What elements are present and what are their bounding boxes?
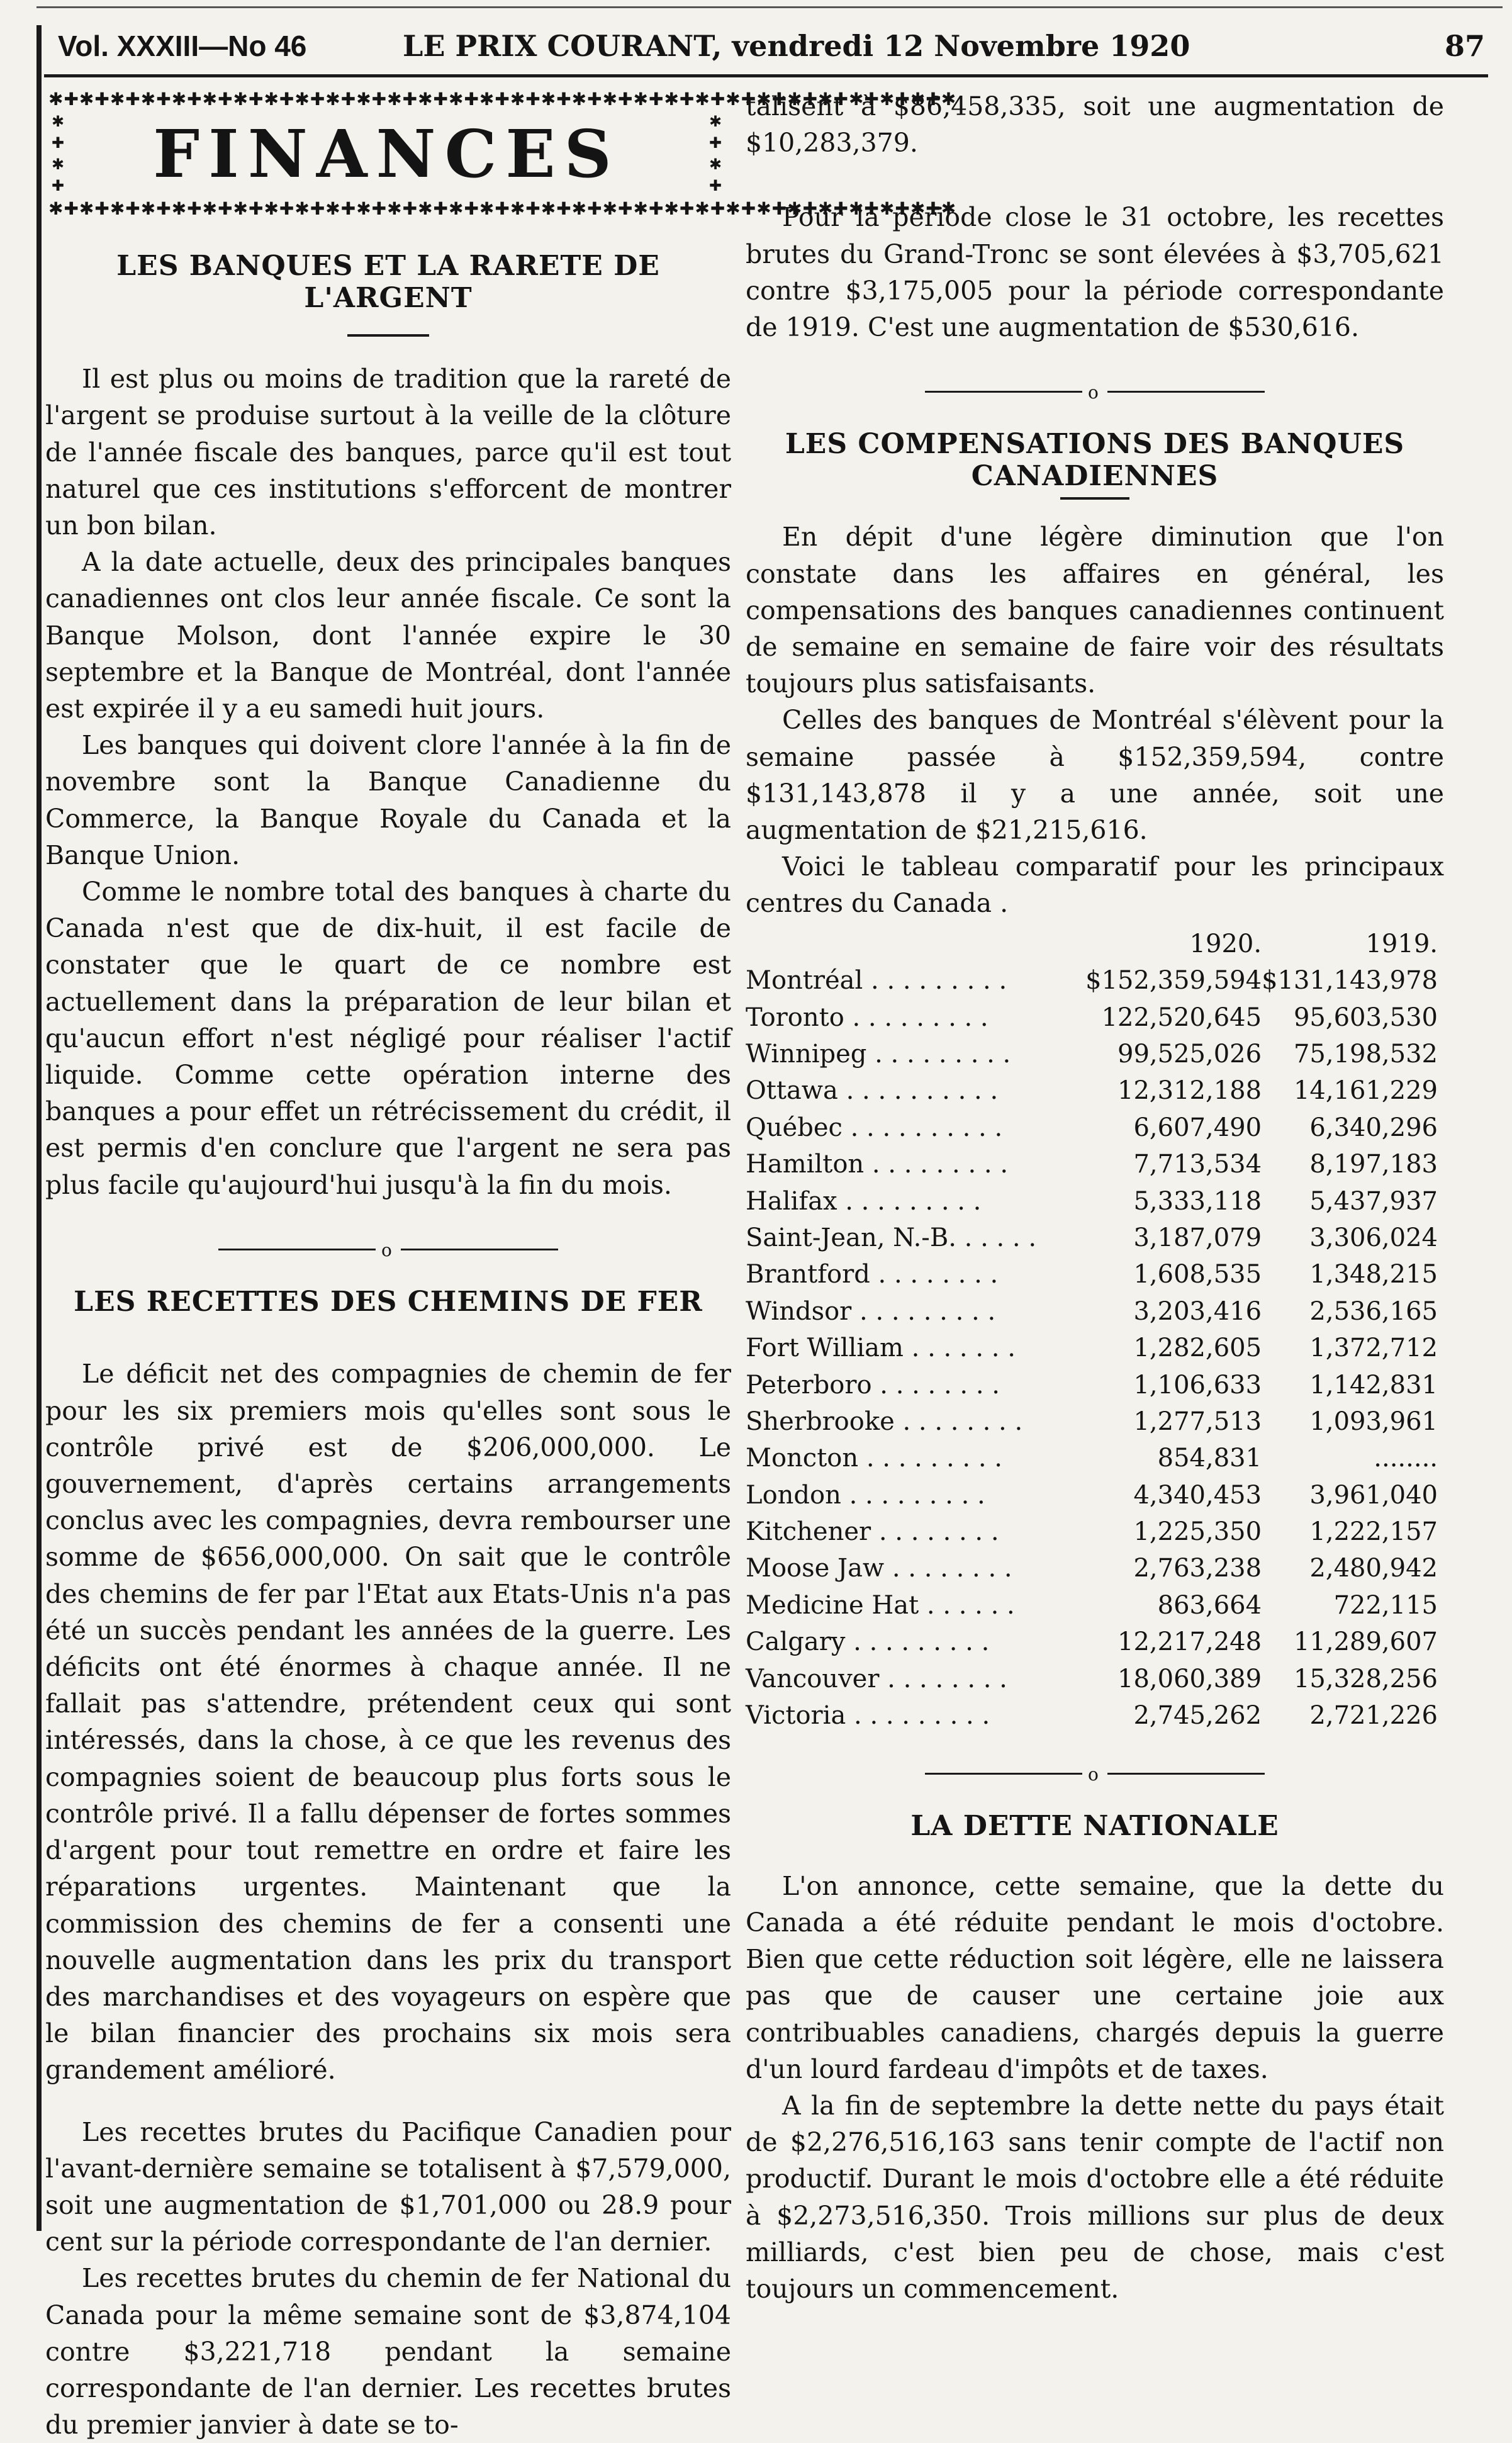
value-1919: 6,340,296: [1309, 1113, 1438, 1142]
page-header: [50, 25, 1491, 73]
article-title-compensations: LES COMPENSATIONS DES BANQUES CANADIENNES: [785, 428, 1405, 492]
value-1919: 2,721,226: [1309, 1701, 1438, 1731]
article-title-chemins-de-fer: LES RECETTES DES CHEMINS DE FER: [74, 1285, 703, 1318]
column-header-1919: 1919.: [1365, 929, 1438, 958]
table-row: [746, 962, 1438, 999]
value-1920: 4,340,453: [1133, 1480, 1262, 1510]
value-1919: 722,115: [1333, 1590, 1438, 1620]
value-1919: 15,328,256: [1293, 1664, 1438, 1693]
banner-border-bottom: ✱✚✱✚✱✚✱✚✱✚✱✚✱✚✱✚✱✚✱✚✱✚✱✚✱✚✱✚✱✚✱✚✱✚✱✚✱✚✱✚✱✚✱✚✱✚✱✚✱✚✱✚✱✚✱✚✱✚✱: [48, 198, 957, 219]
value-1919: $131,143,978: [1262, 966, 1438, 996]
value-1919: 1,372,712: [1309, 1334, 1438, 1363]
city-name: Fort William . . . . . . .: [746, 1334, 1016, 1363]
table-row: [746, 1293, 1438, 1330]
paragraph: A la date actuelle, deux des principales banques canadiennes ont clos leur année fiscale. Ce sont la Banque Molson, dont l'année expire le 30 septembre et la Banque de Montréal, dont l'année est expirée il y a eu samedi huit jours.: [45, 547, 731, 724]
value-1919: 3,961,040: [1309, 1480, 1438, 1510]
city-name: Brantford . . . . . . . .: [746, 1260, 999, 1289]
publication-title: LE PRIX COURANT, vendredi 12 Novembre 1920: [403, 29, 1190, 63]
banner-border-right: ✱ ✚ ✱ ✚: [708, 113, 722, 194]
volume-number: Vol. XXXIII—No 46: [58, 30, 307, 62]
value-1919: 14,161,229: [1293, 1076, 1438, 1106]
city-name: Saint-Jean, N.-B. . . . . .: [746, 1223, 1037, 1252]
table-row: [746, 1440, 1438, 1476]
top-edge-line: [36, 6, 1503, 8]
value-1919: 95,603,530: [1293, 1002, 1438, 1032]
title-rule: [1060, 497, 1129, 500]
table-row: [746, 1403, 1438, 1440]
value-1920: 5,333,118: [1133, 1186, 1262, 1216]
city-name: Vancouver . . . . . . . .: [746, 1664, 1007, 1693]
city-name: Toronto . . . . . . . . .: [746, 1002, 988, 1032]
table-row: [746, 1146, 1438, 1182]
value-1919: 5,437,937: [1309, 1186, 1438, 1216]
value-1920: 1,608,535: [1133, 1260, 1262, 1289]
value-1919: 1,093,961: [1309, 1407, 1438, 1436]
paragraph: Pour la période close le 31 octobre, les recettes brutes du Grand-Tronc se sont élevées à $3,705,621 contre $3,175,005 pour la période correspondante de 1919. C'est une augmentation de $530,616.: [746, 202, 1444, 343]
paragraph: Les recettes brutes du chemin de fer National du Canada pour la même semaine sont de $3,874,104 contre $3,221,718 pendant la semaine correspondante de l'an dernier. Les recettes brutes du premier janvier à date se to-: [45, 2263, 731, 2440]
value-1920: 1,106,633: [1133, 1370, 1262, 1400]
section-separator: o: [218, 1240, 558, 1259]
table-row: [746, 1660, 1438, 1697]
value-1920: 1,282,605: [1133, 1334, 1262, 1363]
article-title-banques: LES BANQUES ET LA RARETE DE L'ARGENT: [116, 250, 660, 314]
city-name: Peterboro . . . . . . . .: [746, 1370, 1000, 1400]
table-row: [746, 1072, 1438, 1109]
table-row: [746, 1477, 1438, 1514]
table-row: [746, 1220, 1438, 1256]
section-separator: o: [925, 1764, 1265, 1783]
table-row: [746, 1697, 1438, 1734]
paragraph: Il est plus ou moins de tradition que la rareté de l'argent se produise surtout à la veille de la clôture de l'année fiscale des banques, parce qu'il est tout naturel que ces institutions s'efforcent de montrer un bon bilan.: [45, 364, 731, 541]
title-rule: [347, 334, 429, 337]
banner-border-left: ✱ ✚ ✱ ✚: [51, 113, 65, 194]
city-name: London . . . . . . . . .: [746, 1480, 985, 1510]
value-1920: 12,312,188: [1117, 1076, 1262, 1106]
paragraph: Le déficit net des compagnies de chemin de fer pour les six premiers mois qu'elles sont sous le contrôle privé est de $206,000,000. Le gouvernement, d'après certains arrangements conclus avec les compagnies, devra rembourser une somme de $656,000,000. On sait que le contrôle des chemins de fer par l'Etat aux Etats-Unis n'a pas été un succès pendant les années de la guerre. Les déficits ont été énormes à chaque année. Il ne fallait pas s'attendre, prétendent ceux qui sont intéressés, dans la chose, à ce que les revenus des compagnies soient de beaucoup plus forts sous le contrôle privé. Il a fallu dépenser de fortes sommes d'argent pour tout remettre en ordre et faire les réparations urgentes. Maintenant que la commission des chemins de fer a consenti une nouvelle augmentation dans les prix du transport des marchandises et des voyageurs on espère que le bilan financier des prochains six mois sera grandement amélioré.: [45, 1359, 731, 2086]
value-1920: 863,664: [1157, 1590, 1262, 1620]
city-name: Sherbrooke . . . . . . . .: [746, 1407, 1023, 1436]
table-row: [746, 1109, 1438, 1146]
city-name: Moncton . . . . . . . . .: [746, 1444, 1002, 1473]
table-row: [746, 1366, 1438, 1403]
value-1920: 99,525,026: [1117, 1040, 1262, 1069]
table-row: [746, 1330, 1438, 1366]
city-name: Kitchener . . . . . . . .: [746, 1517, 999, 1547]
value-1920: 12,217,248: [1117, 1627, 1262, 1657]
paragraph: L'on annonce, cette semaine, que la dette du Canada a été réduite pendant le mois d'octobre. Bien que cette réduction soit légère, elle ne laissera pas que de causer une certaine joie aux contribuables canadiens, chargés depuis la guerre d'un lourd fardeau d'impôts et de taxes.: [746, 1870, 1444, 2084]
banner-border-top: ✱✚✱✚✱✚✱✚✱✚✱✚✱✚✱✚✱✚✱✚✱✚✱✚✱✚✱✚✱✚✱✚✱✚✱✚✱✚✱✚✱✚✱✚✱✚✱✚✱✚✱✚✱✚✱✚✱✚✱: [48, 89, 957, 110]
value-1920: 7,713,534: [1133, 1150, 1262, 1179]
value-1920: 6,607,490: [1133, 1113, 1262, 1142]
city-name: Victoria . . . . . . . . .: [746, 1701, 990, 1731]
value-1919: ........: [1374, 1444, 1438, 1473]
city-name: Winnipeg . . . . . . . . .: [746, 1040, 1011, 1069]
paragraph: En dépit d'une légère diminution que l'on constate dans les affaires en général, les compensations des banques canadiennes continuent de semaine en semaine de faire voir des résultats toujours plus satisfaisants.: [746, 522, 1444, 699]
city-name: Moose Jaw . . . . . . . .: [746, 1554, 1012, 1583]
value-1920: 854,831: [1157, 1444, 1262, 1473]
value-1919: 1,142,831: [1309, 1370, 1438, 1400]
value-1920: 2,763,238: [1133, 1554, 1262, 1583]
city-name: Québec . . . . . . . . . .: [746, 1113, 1003, 1142]
header-rule: [44, 74, 1488, 77]
value-1919: 3,306,024: [1309, 1223, 1438, 1252]
city-name: Halifax . . . . . . . . .: [746, 1186, 982, 1216]
value-1920: 1,277,513: [1133, 1407, 1262, 1436]
clearings-table: [746, 926, 1438, 1734]
value-1919: 8,197,183: [1309, 1150, 1438, 1179]
table-row: [746, 999, 1438, 1035]
table-row: [746, 1514, 1438, 1550]
value-1919: 75,198,532: [1293, 1040, 1438, 1069]
value-1920: 3,187,079: [1133, 1223, 1262, 1252]
city-name: Montréal . . . . . . . . .: [746, 966, 1007, 996]
table-row: [746, 1624, 1438, 1660]
paragraph: Les recettes brutes du Pacifique Canadien pour l'avant-dernière semaine se totalisent à $7,579,000, soit une augmentation de $1,701,000 ou 28.9 pour cent sur la période correspondante de l'an dernier.: [45, 2116, 731, 2257]
table-row: [746, 1036, 1438, 1072]
value-1920: 1,225,350: [1133, 1517, 1262, 1547]
table-row: [746, 1587, 1438, 1624]
paragraph: Les banques qui doivent clore l'année à la fin de novembre sont la Banque Canadienne du Commerce, la Banque Royale du Canada et la Banque Union.: [45, 730, 731, 870]
right-column: [746, 88, 1444, 2307]
paragraph: A la fin de septembre la dette nette du pays était de $2,276,516,163 sans tenir compte de l'actif non productif. Durant le mois d'octobre elle a été réduite à $2,273,516,350. Trois millions sur plus de deux milliards, c'est bien peu de chose, mais c'est toujours un commencement.: [746, 2091, 1444, 2305]
article-title-dette: LA DETTE NATIONALE: [910, 1810, 1279, 1843]
left-margin-rule: [36, 25, 42, 2231]
value-1920: 2,745,262: [1133, 1701, 1262, 1731]
value-1919: 11,289,607: [1293, 1627, 1438, 1657]
value-1920: $152,359,594: [1085, 966, 1262, 996]
table-row: [746, 1550, 1438, 1587]
finances-banner: [48, 88, 957, 220]
page-number: 87: [1444, 29, 1485, 63]
table-row: [746, 1182, 1438, 1219]
city-name: Ottawa . . . . . . . . . .: [746, 1076, 999, 1106]
paragraph-continued: talisent à $86,458,335, soit une augmentation de $10,283,379.: [746, 91, 1444, 159]
section-separator: o: [925, 382, 1265, 401]
city-name: Windsor . . . . . . . . .: [746, 1296, 996, 1326]
value-1919: 1,348,215: [1309, 1260, 1438, 1289]
value-1920: 18,060,389: [1117, 1664, 1262, 1693]
city-name: Medicine Hat . . . . . .: [746, 1590, 1015, 1620]
value-1919: 1,222,157: [1309, 1517, 1438, 1547]
paragraph: Comme le nombre total des banques à charte du Canada n'est que de dix-huit, il est facile de constater que le quart de ce nombre est actuellement dans la préparation de leur bilan et qu'aucun effort n'est négligé pour réaliser l'actif liquide. Comme cette opération interne des banques a pour effet un rétrécissement du crédit, il est permis d'en conclure que l'argent ne sera pas plus facile qu'aujourd'hui jusqu'à la fin du mois.: [45, 877, 731, 1200]
value-1919: 2,480,942: [1309, 1554, 1438, 1583]
city-name: Calgary . . . . . . . . .: [746, 1627, 990, 1657]
value-1920: 122,520,645: [1101, 1002, 1262, 1032]
city-name: Hamilton . . . . . . . . .: [746, 1150, 1009, 1179]
table-row: [746, 1256, 1438, 1293]
column-header-1920: 1920.: [1189, 929, 1262, 958]
paragraph: Voici le tableau comparatif pour les principaux centres du Canada .: [746, 851, 1444, 919]
value-1920: 3,203,416: [1133, 1296, 1262, 1326]
table-header-row: [746, 926, 1438, 962]
paragraph: Celles des banques de Montréal s'élèvent pour la semaine passée à $152,359,594, contre $131,143,878 il y a une année, soit une augmentation de $21,215,616.: [746, 705, 1444, 846]
value-1919: 2,536,165: [1309, 1296, 1438, 1326]
section-banner-title: FINANCES: [153, 115, 620, 193]
